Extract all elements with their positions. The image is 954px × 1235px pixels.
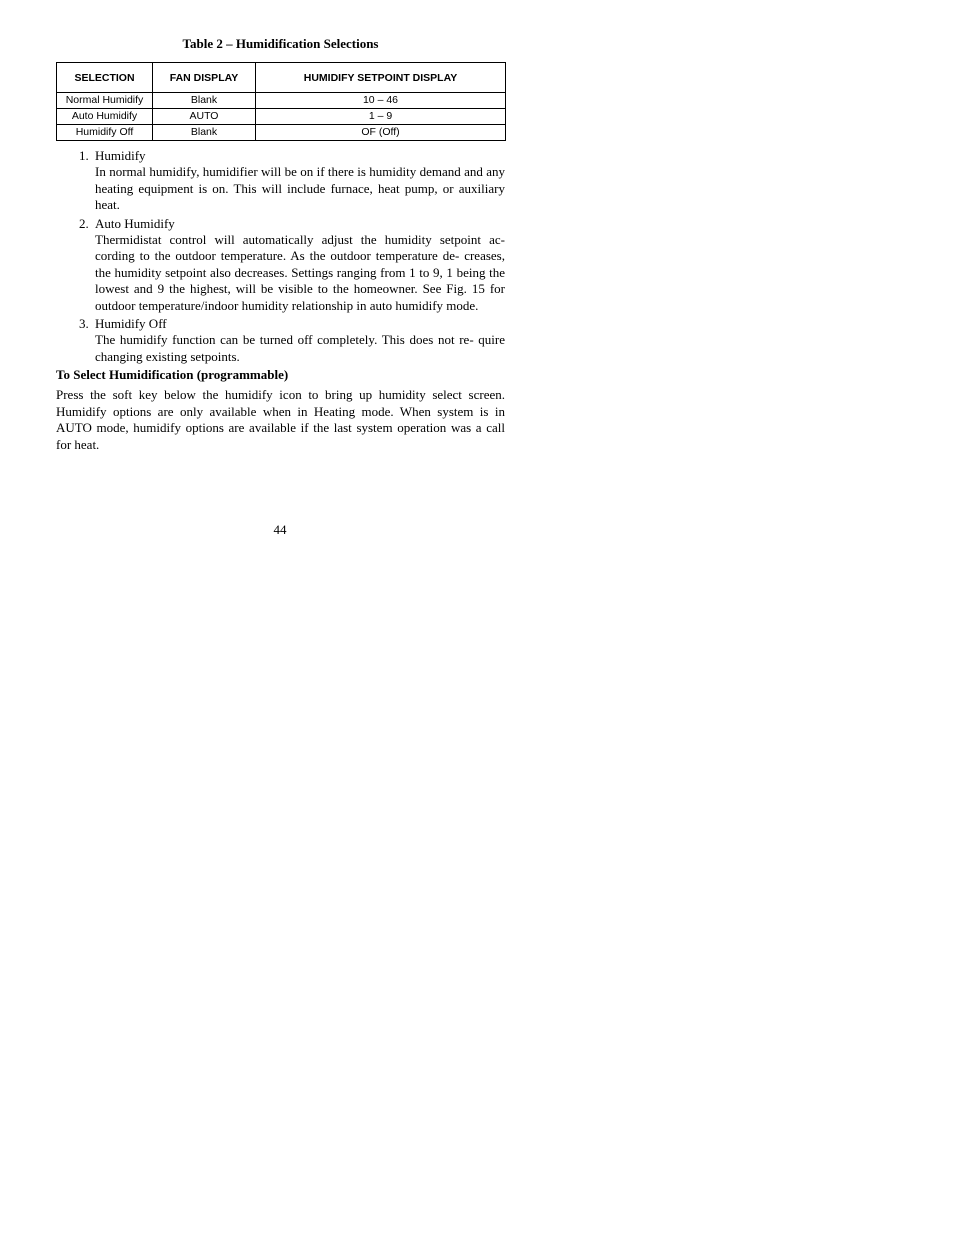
page-number: 44 — [273, 522, 287, 537]
item-body: In normal humidify, humidifier will be on if there is humidity demand and any heating equipment is on. This will include furnace, heat pump, or auxiliary heat. — [95, 164, 505, 213]
document-column — [56, 36, 505, 454]
cell-setpoint-display: OF (Off) — [256, 125, 506, 141]
cell-fan-display: Blank — [153, 93, 256, 109]
item-title: Humidify — [95, 148, 146, 163]
humidify-options-list — [56, 148, 505, 365]
cell-setpoint-display: 10 – 46 — [256, 93, 506, 109]
humidification-table — [56, 62, 506, 141]
cell-setpoint-display: 1 – 9 — [256, 109, 506, 125]
header-humidify-setpoint-display: HUMIDIFY SETPOINT DISPLAY — [256, 63, 506, 93]
item-title: Auto Humidify — [95, 215, 175, 231]
table-row — [57, 125, 506, 141]
list-item — [56, 216, 505, 314]
section-paragraph: Press the soft key below the humidify icon to bring up humidity select screen. Humidify options are only available when in Heating mode. When system is in AUTO mode, humidify options are available if the last system operation was a call for heat. — [56, 387, 505, 453]
table-row — [57, 93, 506, 109]
table-caption: Table 2 – Humidification Selections — [182, 36, 379, 51]
cell-selection: Normal Humidify — [57, 93, 153, 109]
item-number: 2. — [79, 215, 89, 231]
item-body: Thermidistat control will automatically adjust the humidity setpoint ac- cording to the outdoor temperature. As the outdoor temperature de- creases, the humidity setpoint also decreases. Settings ranging from 1 to 9, 1 being the lowest and 9 the highest, will be visible to the homeowner. See Fig. 15 for outdoor temperature/indoor humidity relationship in auto humidify mode. — [95, 232, 505, 313]
list-item — [56, 316, 505, 365]
cell-fan-display: Blank — [153, 125, 256, 141]
section-heading: To Select Humidification (programmable) — [56, 367, 289, 383]
header-selection: SELECTION — [57, 63, 153, 93]
table-header-row — [57, 63, 506, 93]
item-number: 1. — [79, 148, 89, 163]
header-fan-display: FAN DISPLAY — [153, 63, 256, 93]
item-number: 3. — [79, 316, 89, 332]
item-body: The humidify function can be turned off completely. This does not re- quire changing existing setpoints. — [95, 332, 505, 364]
item-title: Humidify Off — [95, 316, 167, 332]
cell-selection: Auto Humidify — [57, 109, 153, 125]
table-row — [57, 109, 506, 125]
cell-selection: Humidify Off — [57, 125, 153, 141]
cell-fan-display: AUTO — [153, 109, 256, 125]
list-item — [56, 148, 505, 214]
